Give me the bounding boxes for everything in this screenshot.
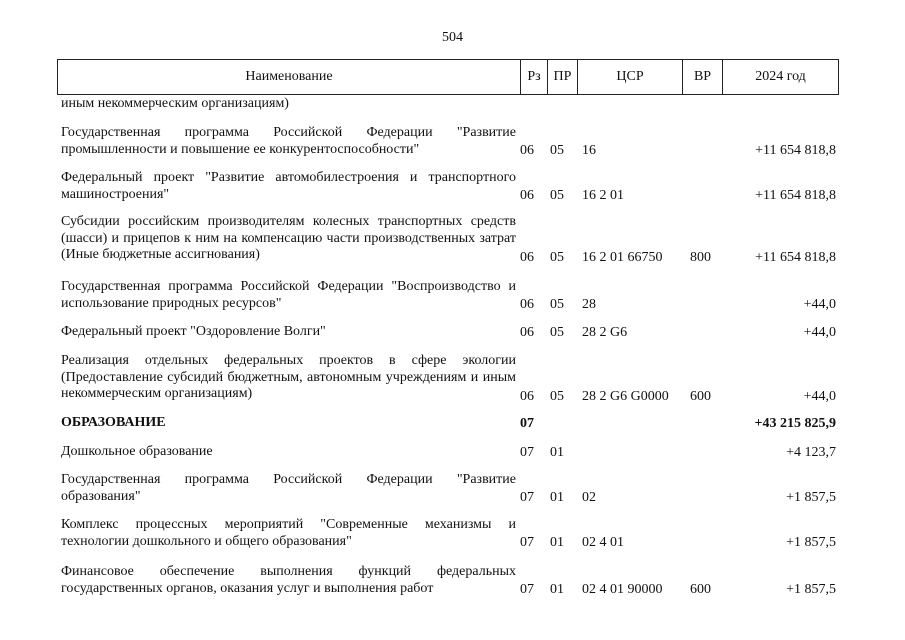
table-row <box>0 214 905 266</box>
table-row <box>0 443 905 461</box>
row-pr: 05 <box>550 142 564 158</box>
row-rz: 06 <box>520 296 534 312</box>
table-row <box>0 279 905 313</box>
row-name: Федеральный проект "Развитие автомобилестроения и транспортного машиностроения" <box>61 170 516 202</box>
row-pr: 05 <box>550 249 564 265</box>
row-csr: 02 4 01 <box>582 534 624 550</box>
row-name: Государственная программа Российской Федерации "Воспроизводство и использование природных ресурсов" <box>61 279 516 311</box>
row-vr: 800 <box>690 249 711 265</box>
row-name: Субсидии российским производителям колесных транспортных средств (шасси) и прицепов к ним на компенсацию части производственных затрат (Иные бюджетные ассигнования) <box>61 214 516 262</box>
table-row <box>0 564 905 598</box>
table-row <box>0 125 905 159</box>
row-amount: +11 654 818,8 <box>755 142 836 158</box>
row-amount: +44,0 <box>803 324 836 340</box>
row-rz: 07 <box>520 415 534 431</box>
header-vr: ВР <box>683 60 723 94</box>
row-vr: 600 <box>690 388 711 404</box>
section-title: ОБРАЗОВАНИЕ <box>61 415 166 430</box>
row-name: Реализация отдельных федеральных проектов в сфере экологии (Предоставление субсидий бюджетным, автономным учреждениям и иным некоммерческим организациям) <box>61 353 516 401</box>
row-amount: +1 857,5 <box>786 489 836 505</box>
row-csr: 28 2 G6 <box>582 324 628 340</box>
row-rz: 06 <box>520 187 534 203</box>
row-csr: 16 2 01 66750 <box>582 249 663 265</box>
row-csr: 02 4 01 90000 <box>582 581 663 597</box>
row-name: Государственная программа Российской Федерации "Развитие промышленности и повышение ее конкурентоспособности" <box>61 125 516 157</box>
row-name: Государственная программа Российской Федерации "Развитие образования" <box>61 472 516 504</box>
row-pr: 01 <box>550 489 564 505</box>
row-pr: 05 <box>550 324 564 340</box>
row-amount: +11 654 818,8 <box>755 249 836 265</box>
row-pr: 01 <box>550 581 564 597</box>
row-name: Финансовое обеспечение выполнения функций федеральных государственных органов, оказания услуг и выполнения работ <box>61 564 516 596</box>
row-rz: 07 <box>520 534 534 550</box>
table-row <box>0 414 905 432</box>
page-number: 504 <box>442 30 463 45</box>
row-rz: 06 <box>520 249 534 265</box>
row-name: Комплекс процессных мероприятий "Современные механизмы и технологии дошкольного и общего образования" <box>61 517 516 549</box>
table-row <box>0 517 905 551</box>
row-csr: 02 <box>582 489 596 505</box>
row-amount: +11 654 818,8 <box>755 187 836 203</box>
row-pr: 05 <box>550 187 564 203</box>
row-csr: 28 2 G6 G0000 <box>582 388 669 404</box>
row-csr: 16 2 01 <box>582 187 624 203</box>
table-row <box>0 353 905 405</box>
row-amount: +1 857,5 <box>786 581 836 597</box>
row-pr: 05 <box>550 388 564 404</box>
row-rz: 06 <box>520 142 534 158</box>
row-vr: 600 <box>690 581 711 597</box>
row-name: Федеральный проект "Оздоровление Волги" <box>61 324 326 339</box>
row-csr: 16 <box>582 142 596 158</box>
row-rz: 07 <box>520 489 534 505</box>
header-pr: ПР <box>548 60 578 94</box>
header-year: 2024 год <box>755 69 806 84</box>
row-amount: +44,0 <box>803 388 836 404</box>
row-pr: 05 <box>550 296 564 312</box>
table-row <box>0 96 905 113</box>
header-csr: ЦСР <box>578 60 683 94</box>
table-row <box>0 324 905 341</box>
header-rz: Рз <box>521 60 548 94</box>
table-row <box>0 170 905 204</box>
row-name: иным некоммерческим организациям) <box>61 96 289 111</box>
row-name: Дошкольное образование <box>61 444 213 459</box>
row-rz: 07 <box>520 581 534 597</box>
header-name: Наименование <box>58 60 521 94</box>
row-amount: +1 857,5 <box>786 534 836 550</box>
row-amount: +4 123,7 <box>786 444 836 460</box>
row-rz: 07 <box>520 444 534 460</box>
table-header <box>57 59 839 95</box>
row-amount: +44,0 <box>803 296 836 312</box>
row-rz: 06 <box>520 388 534 404</box>
row-rz: 06 <box>520 324 534 340</box>
table-row <box>0 472 905 506</box>
row-csr: 28 <box>582 296 596 312</box>
row-amount: +43 215 825,9 <box>754 415 836 431</box>
row-pr: 01 <box>550 534 564 550</box>
row-pr: 01 <box>550 444 564 460</box>
